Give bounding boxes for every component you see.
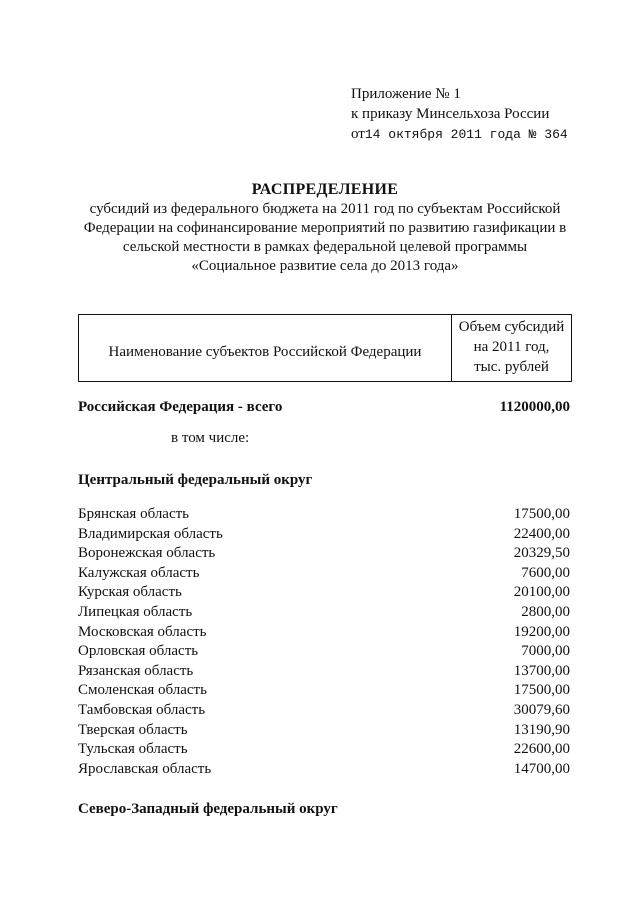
list-item — [78, 740, 570, 760]
column-header-name: Наименование субъектов Российской Федерации — [79, 315, 452, 382]
list-item — [78, 623, 570, 643]
region-value: 7000,00 — [521, 643, 570, 660]
annex-number: Приложение № 1 — [351, 86, 461, 102]
title-line-2: Федерации на софинансирование мероприятий по развитию газификации в — [83, 220, 567, 236]
annex-date-prefix: от — [351, 126, 365, 142]
list-item — [78, 525, 570, 545]
region-name: Тамбовская область — [78, 701, 206, 718]
region-value: 17500,00 — [513, 682, 570, 699]
region-name: Курская область — [78, 584, 182, 601]
table-header — [78, 314, 572, 382]
document-title — [60, 180, 590, 276]
region-value: 30079,60 — [513, 701, 570, 718]
list-item — [78, 681, 570, 701]
list-item — [78, 662, 570, 682]
title-line-4: «Социальное развитие села до 2013 года» — [191, 258, 459, 274]
list-item — [78, 505, 570, 525]
title-line-1: субсидий из федерального бюджета на 2011 год по субъектам Российской — [89, 201, 561, 217]
annex-block — [351, 84, 568, 145]
region-name: Орловская область — [78, 643, 199, 660]
region-name: Ярославская область — [78, 760, 212, 777]
district-heading-northwest: Северо-Западный федеральный округ — [78, 801, 338, 817]
column-header-volume — [452, 315, 572, 382]
region-name: Калужская область — [78, 564, 200, 581]
total-value: 1120000,00 — [499, 399, 570, 415]
region-value: 13190,90 — [513, 721, 570, 738]
list-item — [78, 583, 570, 603]
list-item — [78, 721, 570, 741]
volume-header-line-1: Объем субсидий — [458, 319, 565, 335]
region-value: 20100,00 — [513, 584, 570, 601]
region-value: 20329,50 — [513, 545, 570, 562]
region-value: 7600,00 — [521, 564, 570, 581]
region-value: 22400,00 — [513, 525, 570, 542]
region-name: Владимирская область — [78, 525, 223, 542]
annex-date-text: 14 октября 2011 года № 364 — [364, 127, 568, 142]
region-name: Тульская область — [78, 741, 188, 758]
volume-header-line-2: на 2011 год, — [473, 339, 550, 355]
region-name: Рязанская область — [78, 662, 194, 679]
annex-date — [351, 124, 568, 145]
region-value: 17500,00 — [513, 506, 570, 522]
region-value: 22600,00 — [513, 741, 570, 758]
including-label: в том числе: — [171, 430, 250, 446]
central-regions-list — [78, 505, 570, 779]
list-item — [78, 603, 570, 623]
volume-header-line-3: тыс. рублей — [474, 359, 549, 375]
list-item — [78, 701, 570, 721]
list-item — [78, 642, 570, 662]
region-name: Тверская область — [78, 721, 188, 738]
total-label: Российская Федерация - всего — [78, 399, 283, 415]
region-name: Брянская область — [78, 506, 190, 522]
list-item — [78, 564, 570, 584]
list-item — [78, 760, 570, 780]
region-name: Смоленская область — [78, 682, 207, 699]
region-value: 2800,00 — [521, 603, 570, 620]
annex-order: к приказу Минсельхоза России — [351, 106, 550, 122]
total-row — [78, 398, 570, 418]
region-name: Воронежская область — [78, 545, 216, 562]
region-name: Липецкая область — [78, 603, 193, 620]
title-heading: РАСПРЕДЕЛЕНИЕ — [251, 181, 399, 198]
list-item — [78, 544, 570, 564]
region-name: Московская область — [78, 623, 207, 640]
region-value: 13700,00 — [513, 662, 570, 679]
title-line-3: сельской местности в рамках федеральной целевой программы — [122, 239, 528, 255]
region-value: 19200,00 — [513, 623, 570, 640]
region-value: 14700,00 — [513, 760, 570, 777]
district-heading-central: Центральный федеральный округ — [78, 472, 313, 488]
